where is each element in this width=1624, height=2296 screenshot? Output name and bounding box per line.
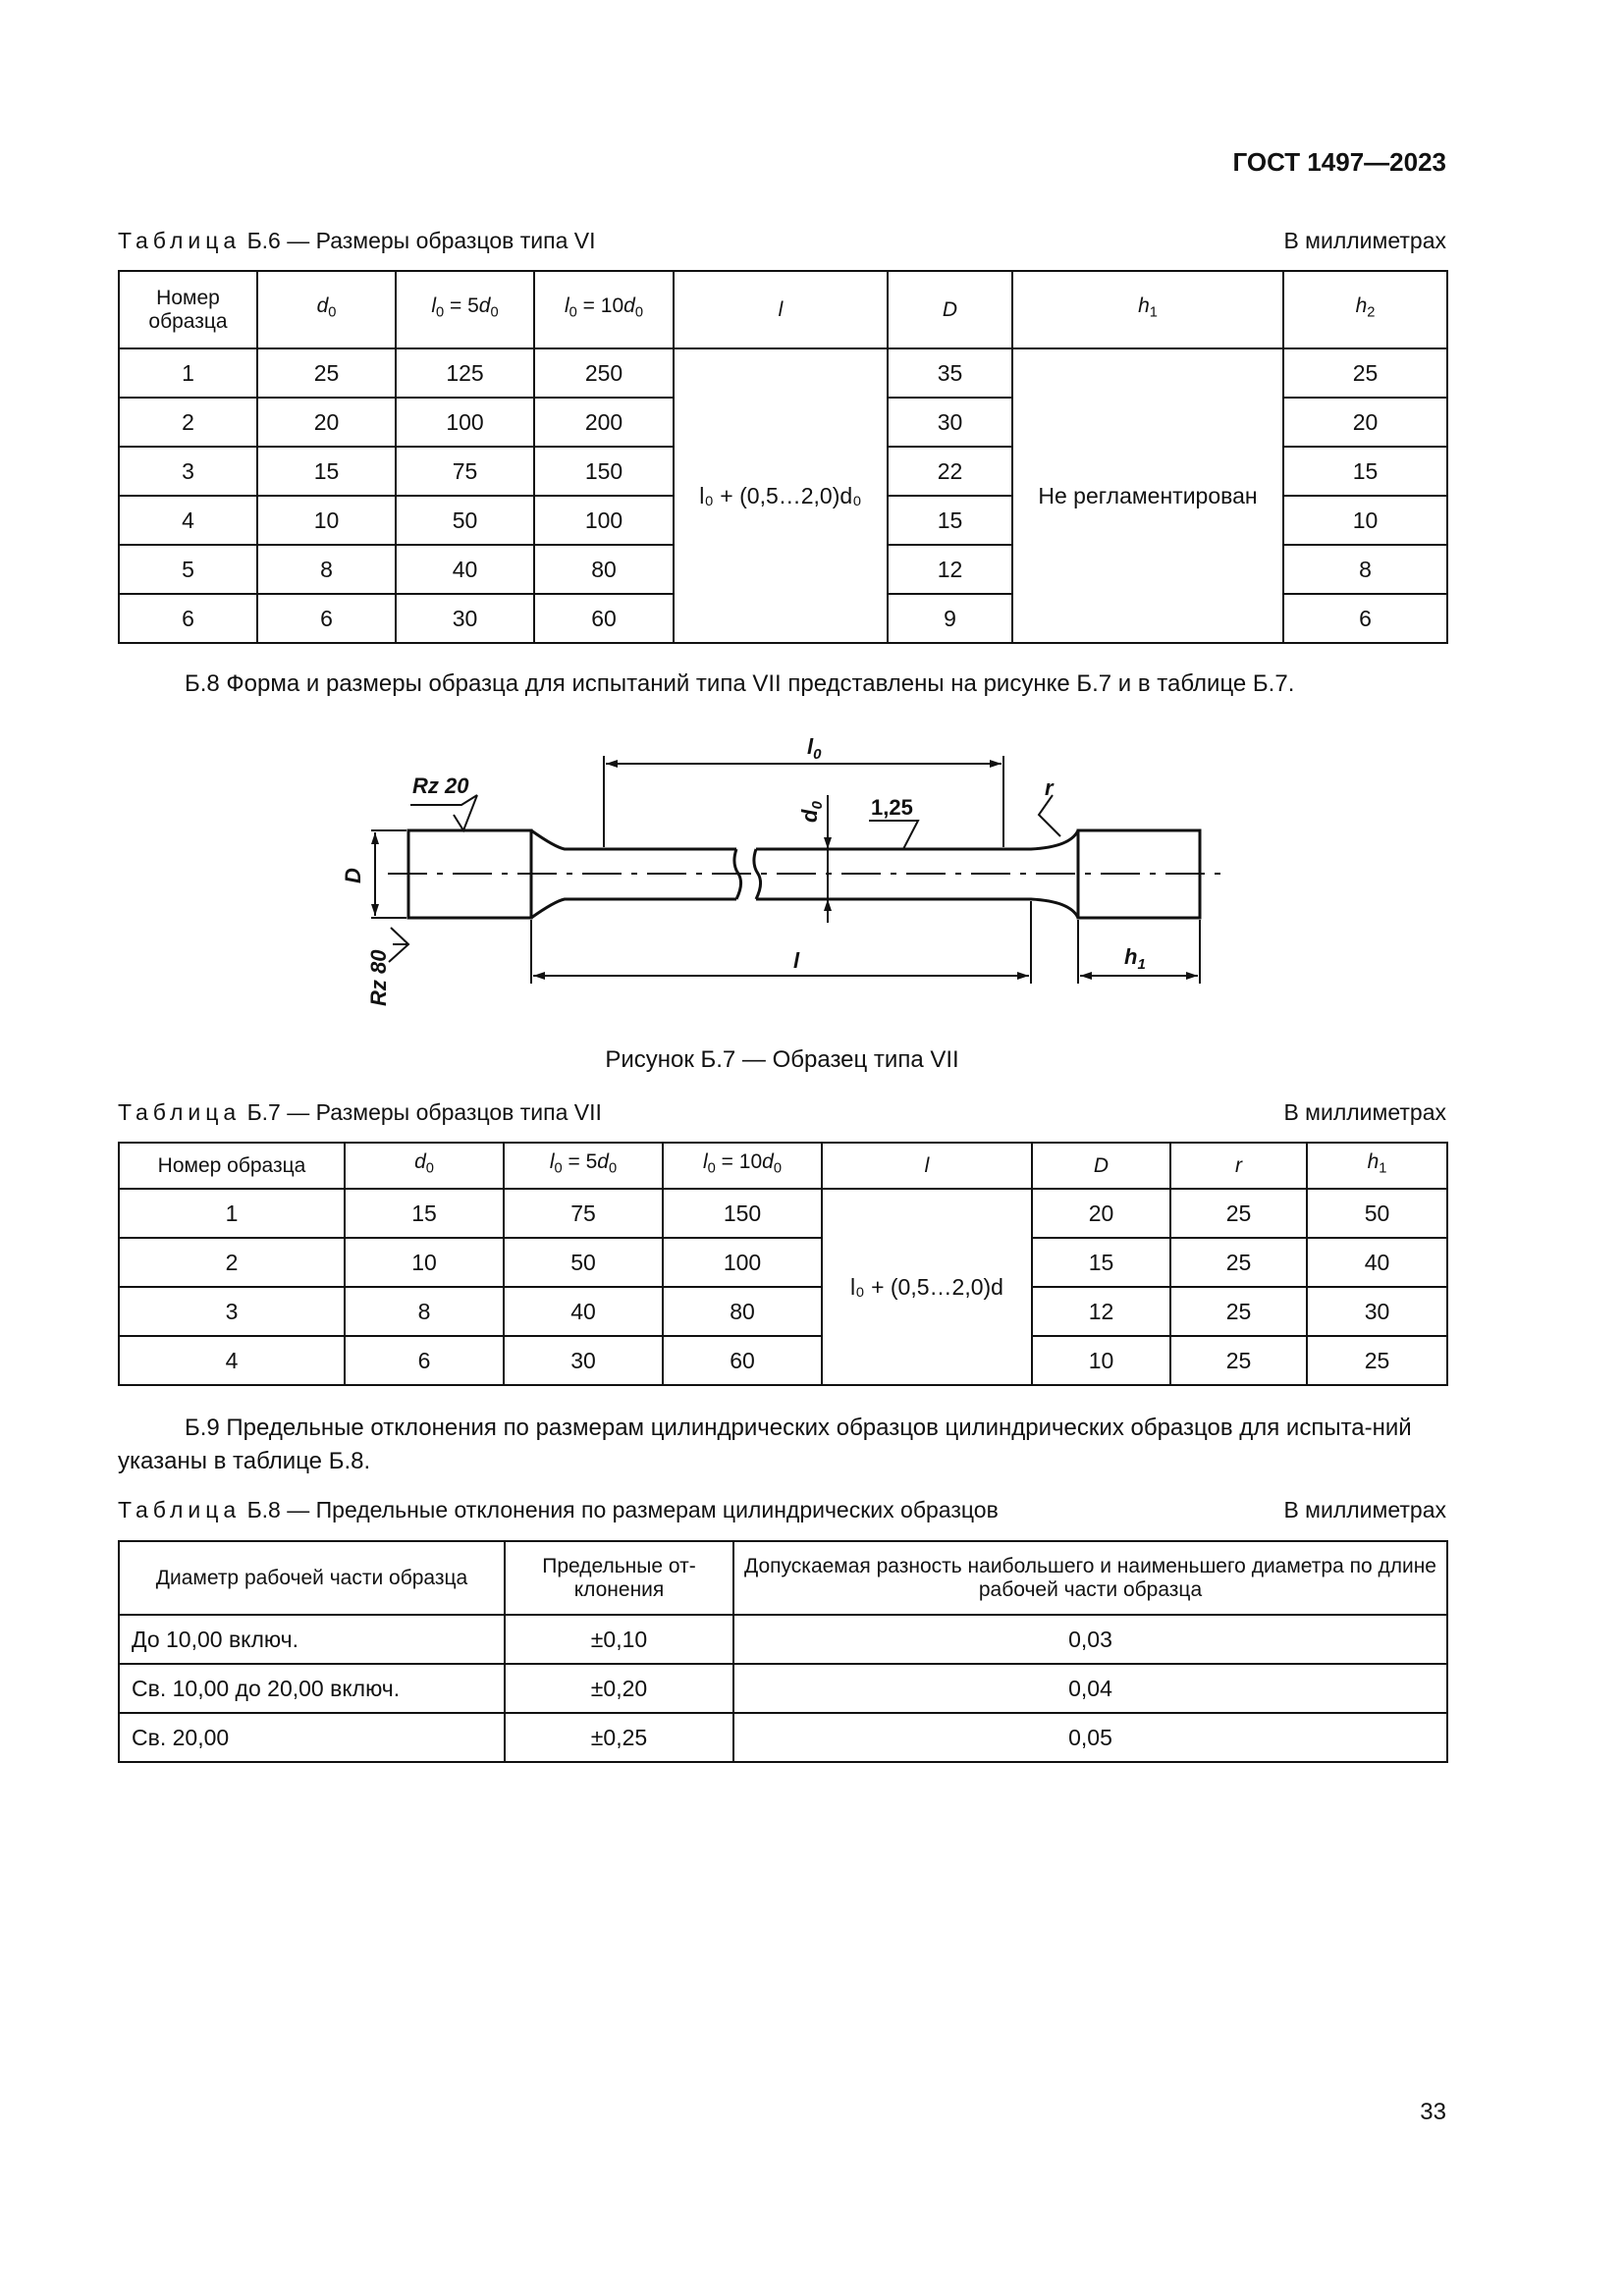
table-cell: 10: [1283, 496, 1447, 545]
table-cell: 60: [534, 594, 674, 643]
table-cell: 6: [1283, 594, 1447, 643]
col-sample-number: Номер образца: [119, 271, 257, 348]
table-cell: 15: [888, 496, 1012, 545]
table-cell: 25: [1170, 1238, 1307, 1287]
table-cell: 100: [663, 1238, 822, 1287]
table-cell: 10: [1032, 1336, 1170, 1385]
specimen-drawing: [0, 717, 1624, 1041]
break-line-right: [754, 849, 761, 899]
table-cell: 15: [257, 447, 396, 496]
l-label: l: [793, 948, 800, 973]
table-cell: 100: [534, 496, 674, 545]
col-l: l: [822, 1143, 1032, 1189]
table-row: [119, 348, 1447, 398]
table-cell: 25: [1170, 1287, 1307, 1336]
table-cell: 9: [888, 594, 1012, 643]
col-d0: $d_0$: [345, 1143, 504, 1189]
table-cell: 20: [1032, 1189, 1170, 1238]
col-l0-5d0: $l_0 = 5d_0$: [396, 271, 534, 348]
table-cell: 100: [396, 398, 534, 447]
table-row: [119, 1189, 1447, 1238]
shank-bottom-left: [531, 899, 736, 918]
r-leader: [1039, 795, 1060, 836]
col-diff: Допускаемая разность наибольшего и наименьшего диаметра по длине рабочей части образца: [733, 1541, 1447, 1615]
r-label: r: [1045, 775, 1054, 800]
col-r: r: [1170, 1143, 1307, 1189]
rz80-label: Rz 80: [366, 949, 391, 1006]
caption-label: Таблица: [118, 1497, 242, 1522]
table-cell: 8: [345, 1287, 504, 1336]
caption-text: Б.8 — Предельные отклонения по размерам цилиндрических образцов: [246, 1497, 999, 1522]
table-cell: 2: [119, 1238, 345, 1287]
table-cell: 15: [1283, 447, 1447, 496]
table-cell: 10: [345, 1238, 504, 1287]
table-cell: 20: [1283, 398, 1447, 447]
table-cell: До 10,00 включ.: [119, 1615, 505, 1664]
table-cell: 75: [396, 447, 534, 496]
h1-label: $h_1$: [1124, 944, 1146, 973]
col-deviation: Предельные от-клонения: [505, 1541, 733, 1615]
table-cell: 0,03: [733, 1615, 1447, 1664]
l-formula-cell: l₀ + (0,5…2,0)d₀: [674, 348, 888, 643]
table-cell: 25: [1283, 348, 1447, 398]
table-cell: 30: [504, 1336, 663, 1385]
table-cell: 40: [504, 1287, 663, 1336]
table-row: [119, 1336, 1447, 1385]
col-l0-10d0: $l_0 = 10d_0$: [534, 271, 674, 348]
table-cell: 6: [119, 594, 257, 643]
table-cell: 50: [396, 496, 534, 545]
table-cell: ±0,10: [505, 1615, 733, 1664]
table-cell: 2: [119, 398, 257, 447]
caption-text: Б.7 — Размеры образцов типа VII: [246, 1099, 602, 1125]
l0-label: $l_0$: [807, 734, 822, 763]
table-cell: 150: [534, 447, 674, 496]
table-cell: 12: [1032, 1287, 1170, 1336]
figure-caption: Рисунок Б.7 — Образец типа VII: [605, 1046, 959, 1073]
table-cell: 25: [1170, 1189, 1307, 1238]
page-number: 33: [1420, 2099, 1446, 2125]
table-cell: 75: [504, 1189, 663, 1238]
table-header-row: [119, 271, 1447, 348]
shank-top-left: [531, 830, 736, 849]
table-cell: 40: [396, 545, 534, 594]
table-cell: 8: [1283, 545, 1447, 594]
units-label: В миллиметрах: [1283, 228, 1446, 253]
table-b6-caption: [118, 228, 1446, 254]
table-cell: 4: [119, 496, 257, 545]
col-h1: $h_1$: [1307, 1143, 1447, 1189]
table-cell: 250: [534, 348, 674, 398]
table-row: [119, 1664, 1447, 1713]
l-formula-cell: l₀ + (0,5…2,0)d: [822, 1189, 1032, 1385]
table-cell: 35: [888, 348, 1012, 398]
table-cell: 4: [119, 1336, 345, 1385]
table-cell: 50: [504, 1238, 663, 1287]
table-cell: 20: [257, 398, 396, 447]
d0-label: $d_0$: [797, 801, 826, 823]
table-row: [119, 1238, 1447, 1287]
col-l0-10d0: $l_0 = 10d_0$: [663, 1143, 822, 1189]
table-cell: 25: [1170, 1336, 1307, 1385]
table-cell: 1: [119, 1189, 345, 1238]
table-b6: [118, 270, 1448, 644]
table-cell: 6: [257, 594, 396, 643]
table-cell: 40: [1307, 1238, 1447, 1287]
table-cell: 0,04: [733, 1664, 1447, 1713]
table-cell: 1: [119, 348, 257, 398]
table-cell: Св. 20,00: [119, 1713, 505, 1762]
col-h2: $h_2$: [1283, 271, 1447, 348]
table-cell: 50: [1307, 1189, 1447, 1238]
table-cell: 12: [888, 545, 1012, 594]
rz20-label: Rz 20: [412, 774, 469, 798]
caption-text: Б.6 — Размеры образцов типа VI: [246, 228, 596, 253]
table-header-row: [119, 1143, 1447, 1189]
table-cell: 200: [534, 398, 674, 447]
table-cell: ±0,20: [505, 1664, 733, 1713]
table-header-row: [119, 1541, 1447, 1615]
table-row: [119, 1713, 1447, 1762]
roughness-value: 1,25: [871, 795, 913, 820]
table-cell: 80: [534, 545, 674, 594]
table-cell: 5: [119, 545, 257, 594]
table-b8: [118, 1540, 1448, 1763]
table-b7: [118, 1142, 1448, 1386]
table-cell: 6: [345, 1336, 504, 1385]
document-code: ГОСТ 1497—2023: [1232, 147, 1446, 177]
rz20-mark: [454, 795, 477, 830]
units-label: В миллиметрах: [1283, 1099, 1446, 1125]
col-h1: $h_1$: [1012, 271, 1283, 348]
h1-not-regulated-cell: Не регламентирован: [1012, 348, 1283, 643]
col-sample-number: Номер образца: [119, 1143, 345, 1189]
table-cell: 0,05: [733, 1713, 1447, 1762]
col-l: l: [674, 271, 888, 348]
table-cell: ±0,25: [505, 1713, 733, 1762]
table-cell: 10: [257, 496, 396, 545]
shank-bottom-right: [756, 899, 1078, 918]
table-cell: 22: [888, 447, 1012, 496]
paragraph-b8: Б.8 Форма и размеры образца для испытаний типа VII представлены на рисунке Б.7 и в таблице Б.7.: [185, 670, 1295, 697]
table-cell: 30: [888, 398, 1012, 447]
col-diameter: Диаметр рабочей части образца: [119, 1541, 505, 1615]
col-l0-5d0: $l_0 = 5d_0$: [504, 1143, 663, 1189]
col-D: D: [888, 271, 1012, 348]
table-cell: 30: [396, 594, 534, 643]
table-cell: 80: [663, 1287, 822, 1336]
caption-label: Таблица: [118, 228, 242, 253]
table-cell: 15: [1032, 1238, 1170, 1287]
table-cell: 3: [119, 447, 257, 496]
table-cell: 8: [257, 545, 396, 594]
table-cell: 150: [663, 1189, 822, 1238]
table-b7-caption: [118, 1099, 1446, 1126]
paragraph-b9: Б.9 Предельные отклонения по размерам цилиндрических образцов цилиндрических образцов для испыта-ний указаны в таблице Б.8.: [118, 1415, 1412, 1474]
table-cell: 25: [1307, 1336, 1447, 1385]
D-label: D: [341, 868, 365, 883]
units-label: В миллиметрах: [1283, 1497, 1446, 1522]
table-cell: 15: [345, 1189, 504, 1238]
table-cell: 125: [396, 348, 534, 398]
table-cell: 60: [663, 1336, 822, 1385]
caption-label: Таблица: [118, 1099, 242, 1125]
table-cell: 25: [257, 348, 396, 398]
table-cell: 3: [119, 1287, 345, 1336]
table-cell: 30: [1307, 1287, 1447, 1336]
shank-top-right: [756, 830, 1078, 849]
col-d0: $d_0$: [257, 271, 396, 348]
col-D: D: [1032, 1143, 1170, 1189]
table-b8-caption: [118, 1497, 1446, 1523]
table-cell: Св. 10,00 до 20,00 включ.: [119, 1664, 505, 1713]
table-row: [119, 1287, 1447, 1336]
roughness-leader: [869, 821, 918, 849]
table-row: [119, 1615, 1447, 1664]
